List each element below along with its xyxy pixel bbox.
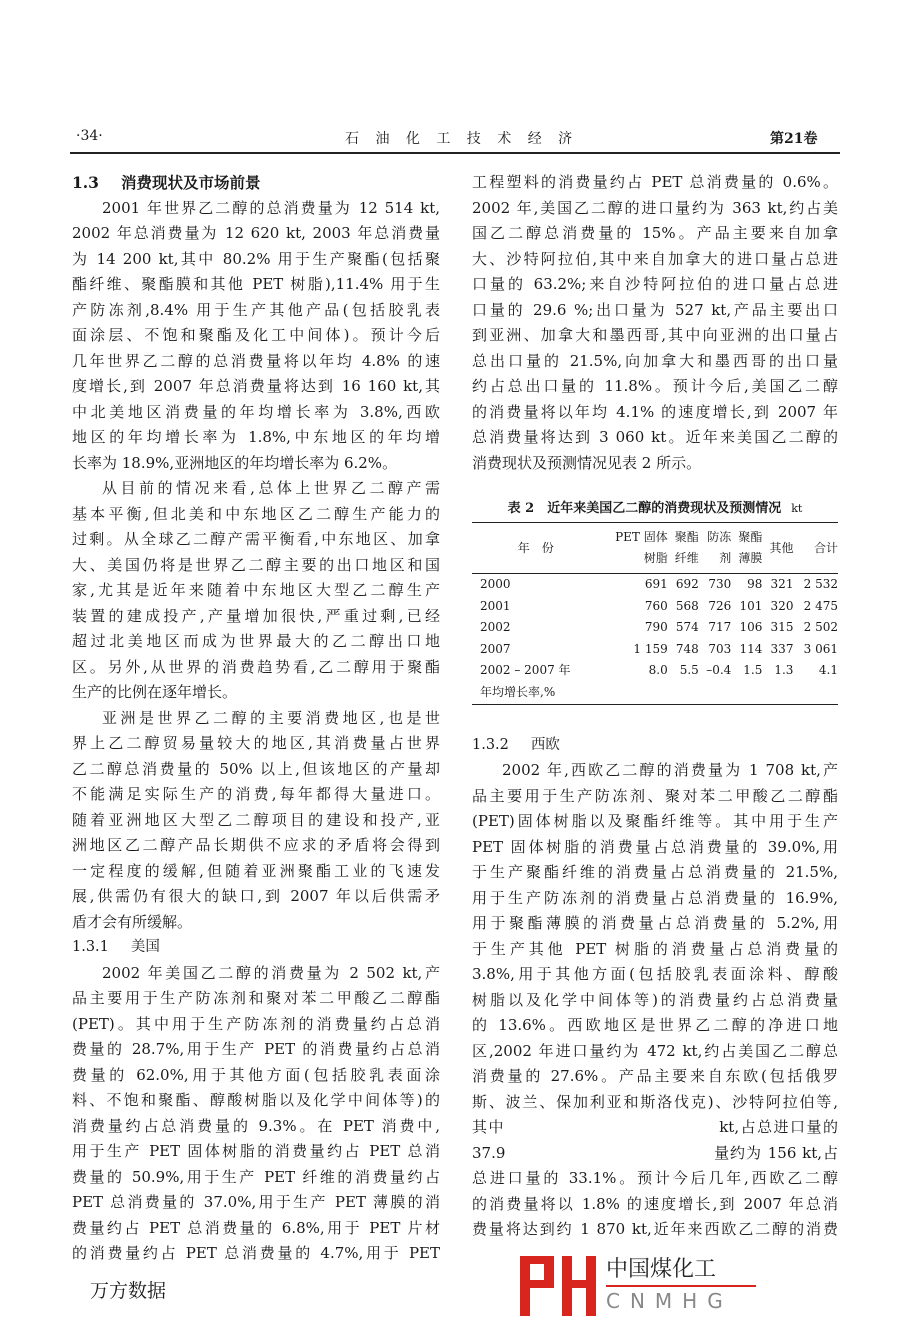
paragraph-line: 超过北美地区而成为世界最大的乙二醇出口地 xyxy=(72,632,440,650)
section-heading xyxy=(472,733,838,759)
paragraph-line: 费量的 62.0%,用于其他方面(包括胶乳表面涂 xyxy=(72,1065,440,1084)
table-cell: 4.1 xyxy=(818,663,838,678)
paragraph-line: 的消费量将以年均 4.1% 的速度增长,到 2007 年 xyxy=(472,402,838,421)
paragraph-line: 到亚洲、加拿大和墨西哥,其中向亚洲的出口量占 xyxy=(472,326,838,344)
header-line-2: 树脂 xyxy=(643,551,668,565)
paragraph-line: 用于聚酯薄膜的消费量占总消费量的 5.2%,用 xyxy=(472,914,838,933)
paragraph-line: 37.9 量约为 156 kt,占 xyxy=(472,1143,838,1162)
paragraph-line: 树脂以及化学中间体等)的消费量约占总消费量 xyxy=(472,990,838,1009)
table-cell xyxy=(600,682,668,704)
footer-source: 万方数据 xyxy=(90,1280,167,1302)
paragraph-line: 区,2002 年进口量约为 472 kt,约占美国乙二醇总 xyxy=(472,1041,838,1060)
table-row xyxy=(472,639,838,661)
section-number: 1.3.2 xyxy=(472,736,509,753)
table-cell: 114 xyxy=(739,641,763,656)
table-cell xyxy=(731,682,762,704)
header-label: 年 份 xyxy=(517,540,554,555)
paragraph-line: 于生产聚酯纤维的消费量占总消费量的 21.5%, xyxy=(472,863,838,882)
paragraph-line: 盾才会有所缓解。 xyxy=(72,912,193,931)
paragraph-line: 用于生产防冻剂的消费量占总消费量的 16.9%, xyxy=(472,888,838,907)
table-header-cell xyxy=(731,523,762,574)
table-cell: 692 xyxy=(675,577,699,591)
table-cell: 2002 xyxy=(480,620,511,635)
paragraph-line: 长率为 18.9%,亚洲地区的年均增长率为 6.2%。 xyxy=(72,453,398,472)
paragraph-line: PET 固体树脂的消费量占总消费量的 39.0%,用 xyxy=(472,837,838,856)
left-column xyxy=(72,170,440,1267)
header-line-1: 聚酯 xyxy=(674,530,699,544)
table-cell: 2 475 xyxy=(803,598,838,613)
paragraph-line: 消费现状及预测情况见表 2 所示。 xyxy=(472,453,702,472)
paragraph-line: 的 13.6%。西欧地区是世界乙二醇的净进口地 xyxy=(472,1016,838,1035)
table-cell xyxy=(668,682,699,704)
paragraph-line: 2001 年世界乙二醇的总消费量为 12 514 kt, xyxy=(102,198,440,217)
paragraph-line: 不能满足实际生产的消费,每年都得大量进口。 xyxy=(72,785,440,803)
paragraph-line: 酯纤维、聚酯膜和其他 PET 树脂),11.4% 用于生 xyxy=(72,275,440,293)
volume-label: 第21卷 xyxy=(770,131,818,147)
table-cell: 1.5 xyxy=(743,663,763,678)
paragraph-line: 生产的比例在逐年增长。 xyxy=(72,683,238,701)
table-cell: 2 532 xyxy=(803,577,838,591)
paragraph-line: 国乙二醇总消费量的 15%。产品主要来自加拿 xyxy=(472,224,838,242)
paragraph-line: 品主要用于生产防冻剂和聚对苯二甲酸乙二醇酯 xyxy=(72,989,440,1007)
section-heading xyxy=(72,935,440,961)
paragraph-line: 2002 年美国乙二醇的消费量为 2 502 kt,产 xyxy=(102,963,440,982)
table-header-cell xyxy=(668,523,699,574)
paragraph-line: 几年世界乙二醇的总消费量将以年均 4.8% 的速 xyxy=(72,351,440,370)
table-cell: 2007 xyxy=(480,641,511,656)
table-cell: 790 xyxy=(644,620,668,635)
table-caption-text: 表 2 近年来美国乙二醇的消费现状及预测情况 xyxy=(507,501,782,516)
table-cell: 2 502 xyxy=(803,620,838,635)
paragraph-line: 的消费量将以 1.8% 的速度增长,到 2007 年总消 xyxy=(472,1194,838,1213)
paragraph-line: 总出口量的 21.5%,向加拿大和墨西哥的出口量 xyxy=(472,351,838,370)
table-cell: 691 xyxy=(644,577,668,591)
paragraph-line: 费量的 50.9%,用于生产 PET 纤维的消费量约占 xyxy=(72,1167,440,1186)
paragraph-line: 料、不饱和聚酯、醇酸树脂以及化学中间体等)的 xyxy=(72,1091,440,1109)
paragraph-line: 工程塑料的消费量约占 PET 总消费量的 0.6%。 xyxy=(472,173,838,191)
table-cell: 717 xyxy=(708,620,732,635)
table-cell: 101 xyxy=(739,598,763,613)
table-cell: 726 xyxy=(708,598,732,613)
paragraph-line: 用于生产 PET 固体树脂的消费量约占 PET 总消 xyxy=(72,1142,440,1160)
table-cell: –0.4 xyxy=(706,663,732,678)
section-title: 美国 xyxy=(130,939,160,955)
paragraph-line: 为 14 200 kt,其中 80.2% 用于生产聚酯(包括聚 xyxy=(72,249,440,268)
header-line-2: 剂 xyxy=(719,551,732,565)
watermark-en-text: CNMHG xyxy=(606,1289,733,1313)
header-line-1: PET 固体 xyxy=(615,530,668,544)
table-caption xyxy=(472,496,838,522)
paragraph-line: 口量的 63.2%;来自沙特阿拉伯的进口量占总进 xyxy=(472,275,838,293)
paragraph-line: 从目前的情况来看,总体上世界乙二醇产需 xyxy=(102,479,440,497)
paragraph-line: 展,供需仍有很大的缺口,到 2007 年以后供需矛 xyxy=(72,887,440,905)
paragraph-line: 产防冻剂,8.4% 用于生产其他产品(包括胶乳表 xyxy=(72,300,440,319)
table-header-cell xyxy=(699,523,731,574)
table-row xyxy=(472,682,838,704)
paragraph-line: (PET)固体树脂以及聚酯纤维等。其中用于生产 xyxy=(472,812,838,831)
table-cell: 98 xyxy=(747,577,763,591)
right-column xyxy=(472,170,838,1243)
paragraph-line: 区。另外,从世界的消费趋势看,乙二醇用于聚酯 xyxy=(72,657,440,676)
paragraph-line: 约占总出口量的 11.8%。预计今后,美国乙二醇 xyxy=(472,377,838,395)
paragraph-line: 品主要用于生产防冻剂、聚对苯二甲酸乙二醇酯 xyxy=(472,786,838,805)
paragraph-line: 中北美地区消费量的年均增长率为 3.8%,西欧 xyxy=(72,402,440,421)
paragraph-line: 斯、波兰、保加利亚和斯洛伐克)、沙特阿拉伯等, xyxy=(472,1092,838,1111)
data-table xyxy=(472,522,838,705)
table-cell: 8.0 xyxy=(648,663,668,678)
table-row xyxy=(472,596,838,618)
section-number: 1.3.1 xyxy=(72,939,109,955)
table-cell: 年均增长率,% xyxy=(480,684,556,699)
table-cell: 2000 xyxy=(480,577,511,591)
watermark-cn-text: 中国煤化工 xyxy=(606,1257,717,1282)
paragraph-line: 总消费量将达到 3 060 kt。近年来美国乙二醇的 xyxy=(472,428,838,446)
paragraph-line: 大、美国仍将是世界乙二醇主要的出口地区和国 xyxy=(72,555,440,574)
page-number: ·34· xyxy=(76,128,103,144)
paragraph-line: (PET)。其中用于生产防冻剂的消费量约占总消 xyxy=(72,1014,440,1033)
paragraph-line: 度增长,到 2007 年总消费量将达到 16 160 kt,其 xyxy=(72,377,440,395)
paragraph-line: 2002 年,西欧乙二醇的消费量为 1 708 kt,产 xyxy=(502,761,838,780)
paragraph-line: 总进口量的 33.1%。预计今后几年,西欧乙二醇 xyxy=(472,1169,838,1188)
paragraph-line: 2002 年总消费量为 12 620 kt, 2003 年总消费量 xyxy=(72,224,440,242)
watermark-logo xyxy=(520,1256,770,1316)
section-title: 消费现状及市场前景 xyxy=(120,173,261,192)
table-header-cell xyxy=(793,523,838,574)
table-row xyxy=(472,617,838,639)
table-cell: 337 xyxy=(770,641,794,656)
paragraph-line: 费量的 28.7%,用于生产 PET 的消费量约占总消 xyxy=(72,1040,440,1058)
table-cell: 574 xyxy=(675,620,699,635)
paragraph-line: 于生产其他 PET 树脂的消费量占总消费量的 xyxy=(472,939,838,958)
header-label: 其他 xyxy=(769,540,794,555)
header-line-2: 薄膜 xyxy=(738,551,763,565)
table-cell xyxy=(793,682,838,704)
table-header-row xyxy=(472,523,838,574)
table-cell: 2002 – 2007 年 xyxy=(480,663,571,678)
paragraph-line: PET 总消费量的 37.0%,用于生产 PET 薄膜的消 xyxy=(72,1193,440,1211)
paragraph-line: 其中 kt,占总进口量的 xyxy=(472,1118,838,1137)
table-header-cell xyxy=(762,523,793,574)
paragraph-line: 一定程度的缓解,但随着亚洲聚酯工业的飞速发 xyxy=(72,861,440,880)
table-unit: kt xyxy=(791,502,803,515)
table-cell: 106 xyxy=(739,620,763,635)
table-cell: 568 xyxy=(675,598,699,613)
table-cell: 1.3 xyxy=(774,663,794,678)
paragraph-line: 面涂层、不饱和聚酯及化工中间体)。预计今后 xyxy=(72,326,440,344)
table-cell: 320 xyxy=(770,598,794,613)
header-line-1: 防冻 xyxy=(707,530,732,544)
paragraph-line: 随着亚洲地区大型乙二醇项目的建设和投产,亚 xyxy=(72,810,440,829)
right-column-top xyxy=(472,170,838,476)
table-row xyxy=(472,574,838,596)
paragraph-line: 家,尤其是近年来随着中东地区大型乙二醇生产 xyxy=(72,581,440,599)
table-header-cell xyxy=(600,523,668,574)
table-header-cell xyxy=(472,523,600,574)
paragraph-line: 过剩。从全球乙二醇产需平衡看,中东地区、加拿 xyxy=(72,530,440,548)
paragraph-line: 大、沙特阿拉伯,其中来自加拿大的进口量占总进 xyxy=(472,249,838,268)
paragraph-line: 乙二醇总消费量的 50% 以上,但该地区的产量却 xyxy=(72,759,440,778)
table-cell: 748 xyxy=(675,641,699,656)
paragraph-line: 地区的年均增长率为 1.8%,中东地区的年均增 xyxy=(72,428,440,446)
section-number: 1.3 xyxy=(72,173,99,192)
paragraph-line: 口量的 29.6 %;出口量为 527 kt,产品主要出口 xyxy=(472,300,838,319)
table-cell: 703 xyxy=(708,641,732,656)
header-line-2: 纤维 xyxy=(674,551,699,565)
table-cell: 3 061 xyxy=(803,641,838,656)
paragraph-line: 界上乙二醇贸易量较大的地区,其消费量占世界 xyxy=(72,734,440,752)
table-row xyxy=(472,660,838,682)
table-cell: 730 xyxy=(708,577,732,591)
right-column-bottom xyxy=(472,733,838,1243)
table-cell xyxy=(699,682,731,704)
table-cell: 315 xyxy=(770,620,794,635)
paragraph-line: 基本平衡,但北美和中东地区乙二醇生产能力的 xyxy=(72,504,440,523)
table-cell xyxy=(762,682,793,704)
paragraph-line: 2002 年,美国乙二醇的进口量约为 363 kt,约占美 xyxy=(472,198,838,217)
paragraph-line: 的消费量约占 PET 总消费量的 4.7%,用于 PET xyxy=(72,1244,440,1262)
table-cell: 2001 xyxy=(480,598,511,613)
table-cell: 1 159 xyxy=(633,641,668,656)
paragraph-line: 费量约占 PET 总消费量的 6.8%,用于 PET 片材 xyxy=(72,1218,440,1237)
paragraph-line: 消费量的 27.6%。产品主要来自东欧(包括俄罗 xyxy=(472,1067,838,1086)
paragraph-line: 费量将达到约 1 870 kt,近年来西欧乙二醇的消费 xyxy=(472,1220,838,1239)
paragraph-line: 亚洲是世界乙二醇的主要消费地区,也是世 xyxy=(102,708,440,727)
header-rule xyxy=(70,152,840,154)
section-title: 西欧 xyxy=(530,736,560,753)
table-cell: 760 xyxy=(644,598,668,613)
journal-title: 石 油 化 工 技 术 经 济 xyxy=(345,131,579,147)
paragraph-line: 装置的建成投产,产量增加很快,严重过剩,已经 xyxy=(72,606,440,625)
paragraph-line: 3.8%,用于其他方面(包括胶乳表面涂料、醇酸 xyxy=(472,965,838,984)
section-heading xyxy=(72,170,440,196)
table-cell: 5.5 xyxy=(679,663,699,678)
table-cell: 321 xyxy=(770,577,794,591)
paragraph-line: 洲地区乙二醇产品长期供不应求的矛盾将会得到 xyxy=(72,836,440,854)
paragraph-line: 消费量约占总消费量的 9.3%。在 PET 消费中, xyxy=(72,1116,440,1135)
header-line-1: 聚酯 xyxy=(738,530,763,544)
header-label: 合计 xyxy=(813,540,838,555)
